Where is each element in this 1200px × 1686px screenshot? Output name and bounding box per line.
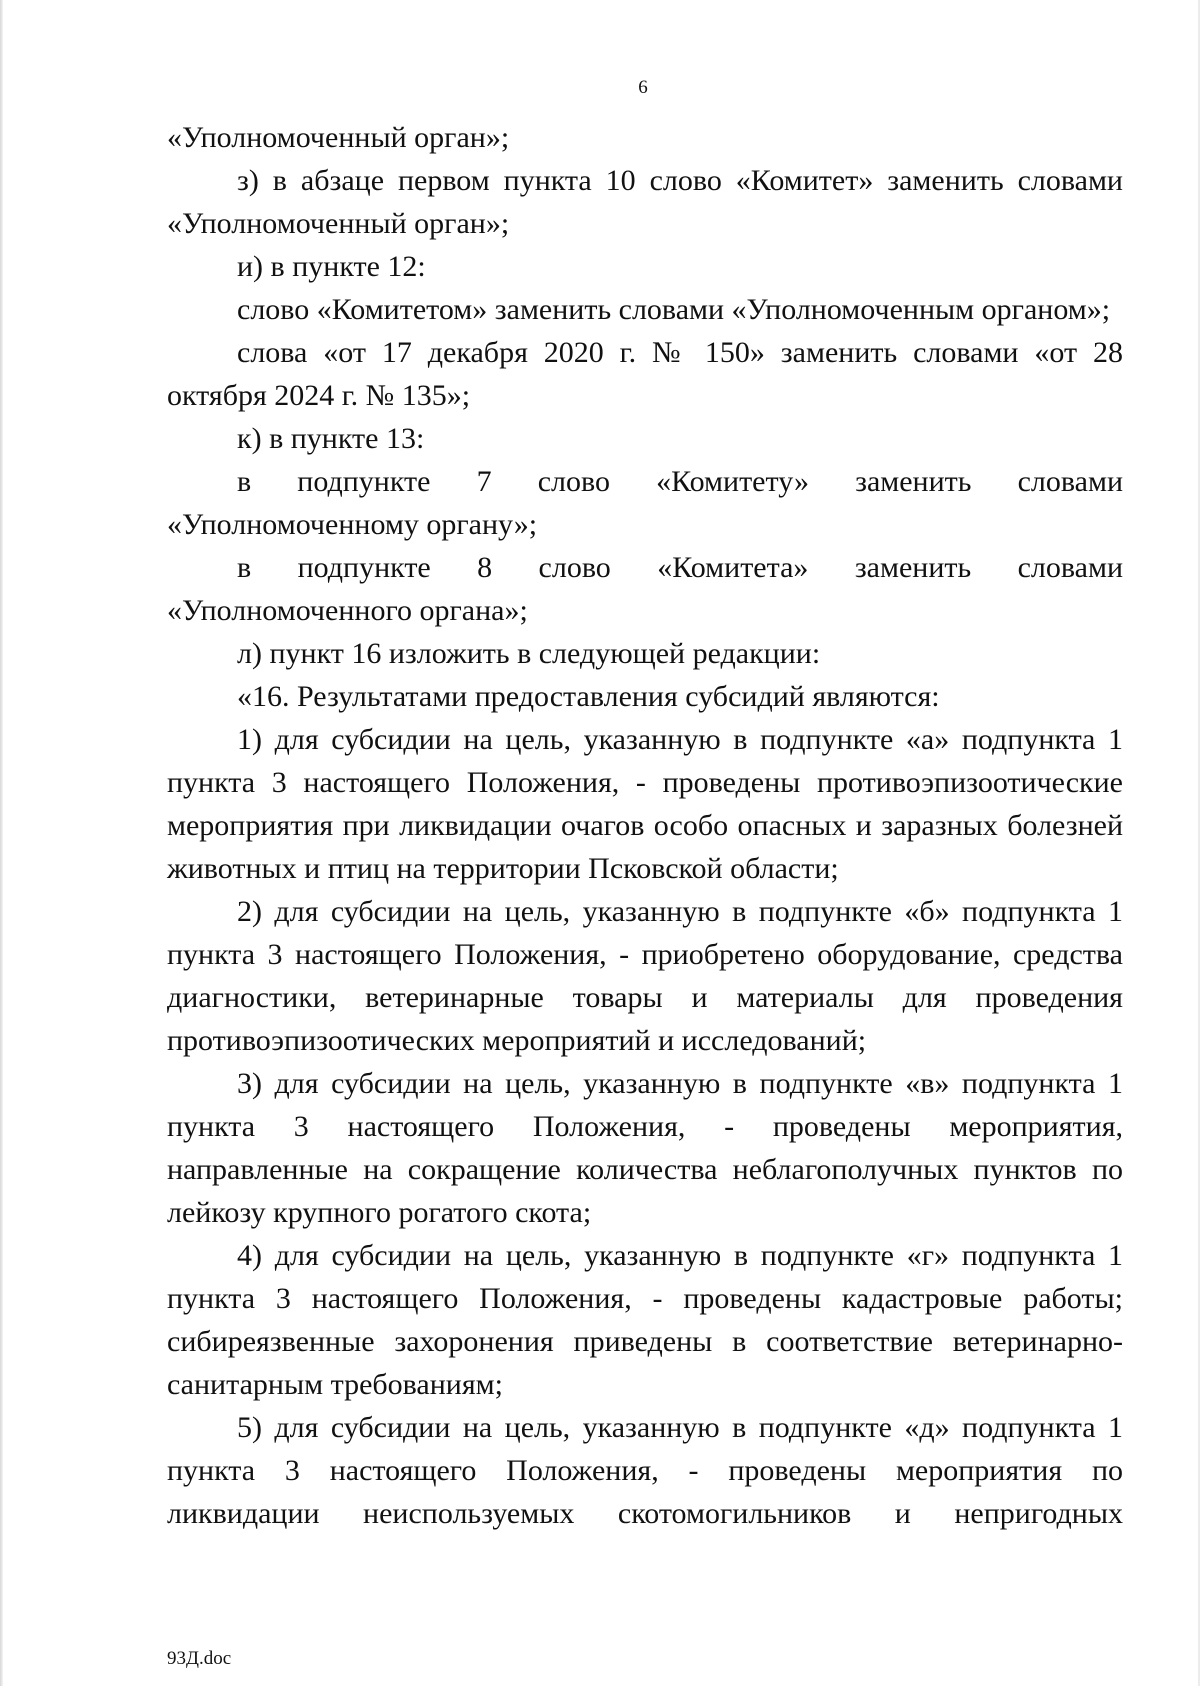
paragraph: 5) для субсидии на цель, указанную в подпункте «д» подпункта 1 пункта 3 настоящего Положения, - проведены мероприятия по ликвидации неиспользуемых скотомогильников и непригодных: [167, 1411, 1123, 1530]
paragraph: з) в абзаце первом пункта 10 слово «Комитет» заменить словами «Уполномоченный орган»;: [167, 164, 1123, 240]
paragraph: и) в пункте 12:: [237, 250, 426, 283]
paragraph: «16. Результатами предоставления субсидий являются:: [237, 680, 940, 713]
paragraph: «Уполномоченный орган»;: [167, 121, 510, 154]
paragraph: к) в пункте 13:: [237, 422, 425, 455]
scan-edge-left: [0, 0, 3, 1686]
document-body: [167, 116, 1123, 1535]
paragraph: 4) для субсидии на цель, указанную в подпункте «г» подпункта 1 пункта 3 настоящего Положения, - проведены кадастровые работы; сибиреязвенные захоронения приведены в соответствие ветеринарно-санитарным требованиям;: [167, 1239, 1123, 1401]
paragraph: 2) для субсидии на цель, указанную в подпункте «б» подпункта 1 пункта 3 настоящего Положения, - приобретено оборудование, средства диагностики, ветеринарные товары и материалы для проведения противоэпизоотических мероприятий и исследований;: [167, 895, 1123, 1057]
paragraph: 1) для субсидии на цель, указанную в подпункте «а» подпункта 1 пункта 3 настоящего Положения, - проведены противоэпизоотические мероприятия при ликвидации очагов особо опасных и заразных болезней животных и птиц на территории Псковской области;: [167, 723, 1123, 885]
paragraph: слова «от 17 декабря 2020 г. № 150» заменить словами «от 28 октября 2024 г. № 135»;: [167, 336, 1123, 412]
paragraph: в подпункте 8 слово «Комитета» заменить словами «Уполномоченного органа»;: [167, 551, 1123, 627]
paragraph: 3) для субсидии на цель, указанную в подпункте «в» подпункта 1 пункта 3 настоящего Положения, - проведены мероприятия, направленные на сокращение количества неблагополучных пунктов по лейкозу крупного рогатого скота;: [167, 1067, 1123, 1229]
page-number: 6: [638, 77, 648, 98]
paragraph: в подпункте 7 слово «Комитету» заменить словами «Уполномоченному органу»;: [167, 465, 1123, 541]
paragraph: слово «Комитетом» заменить словами «Уполномоченным органом»;: [237, 293, 1111, 326]
paragraph: л) пункт 16 изложить в следующей редакции:: [237, 637, 821, 670]
footer-filename: 93Д.doc: [167, 1648, 232, 1669]
